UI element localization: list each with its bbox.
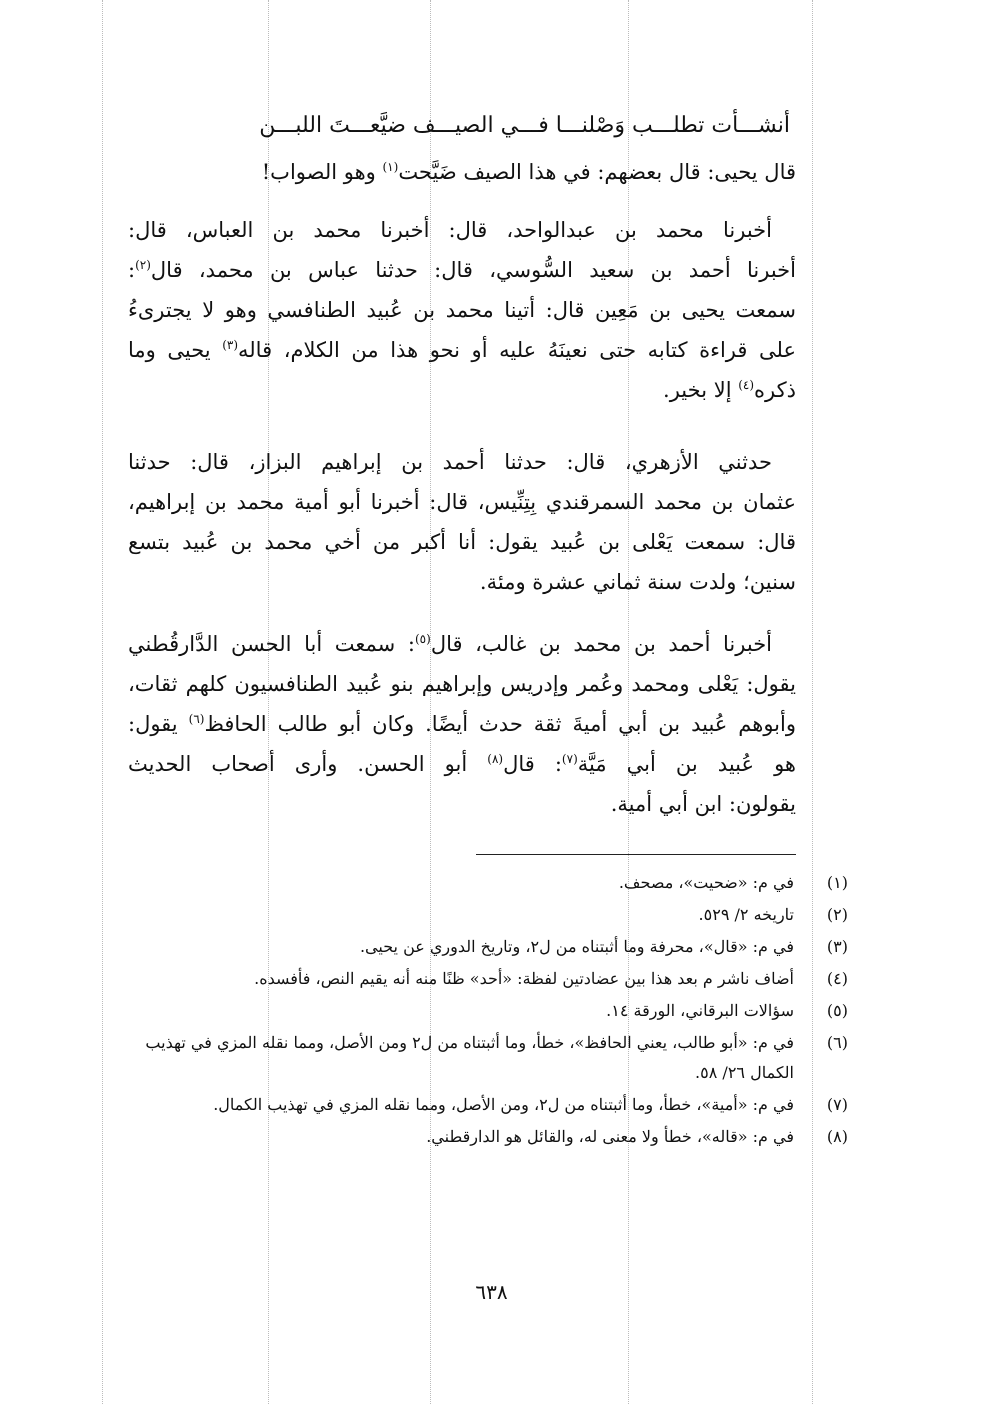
- footnote-text: في م: «أبو طالب، يعني الحافظ»، خطأ، وما أثبتناه من ل٢ ومن الأصل، ومما نقله المزي في تهذيب الكمال ٢٦/ ٥٨.: [145, 1033, 794, 1082]
- footnote-text: في م: «قال»، محرفة وما أثبتناه من ل٢، وتاريخ الدوري عن يحيى.: [359, 937, 794, 956]
- footnote-item: [128, 996, 848, 1026]
- text-line: سمعت يحيى بن مَعِين قال: أتينا محمد بن عُبيد الطنافسي وهو لا يجترىءُ: [128, 298, 796, 322]
- footnote-item: [128, 1090, 848, 1120]
- footnote-text: في م: «أمية»، خطأ، وما أثبتناه من ل٢، ومن الأصل، ومما نقله المزي في تهذيب الكمال.: [213, 1095, 794, 1114]
- footnote-text: سؤالات البرقاني، الورقة ١٤.: [606, 1001, 794, 1020]
- footnote-number: (٤): [826, 969, 848, 988]
- text-line: قال يحيى: قال بعضهم: في هذا الصيف ضَيَّحت$^{(١)}$ وهو الصواب!: [261, 160, 796, 184]
- footnote-marker: (٧): [561, 752, 578, 766]
- text-line: وأبوهم عُبيد بن أبي أميةَ ثقة حدث أيضًا. وكان أبو طالب الحافظ$^{(٦)}$ يقول:: [128, 712, 796, 736]
- footnote-number: (٧): [826, 1095, 848, 1114]
- text-line: قال: سمعت يَعْلى بن عُبيد يقول: أنا أكبر من أخي محمد بن عُبيد بتسع: [128, 530, 796, 554]
- footnote-item: [128, 1028, 848, 1088]
- footnote-text: في م: «قاله»، خطأ ولا معنى له، والقائل هو الدارقطني.: [426, 1127, 794, 1146]
- footnote-marker: (٨): [487, 752, 504, 766]
- text-line: أخبرنا أحمد بن محمد بن غالب، قال$^{(٥)}$: سمعت أبا الحسن الدَّارقُطني: [128, 632, 773, 656]
- paragraph-3: [128, 442, 796, 602]
- text-line: عثمان بن محمد السمرقندي بِتِنِّيس، قال: أخبرنا أبو أمية محمد بن إبراهيم،: [128, 490, 796, 514]
- footnote-marker: (٥): [414, 632, 431, 646]
- paragraph-1: [128, 152, 796, 192]
- footnote-marker: (٦): [188, 712, 205, 726]
- footnote-item: [128, 868, 848, 898]
- page-number: ٦٣٨: [475, 1280, 508, 1304]
- footnote-marker: (٣): [222, 338, 239, 352]
- text-line: سنين؛ ولدت سنة ثماني عشرة ومئة.: [479, 570, 796, 594]
- footnote-number: (١): [826, 873, 848, 892]
- paragraph-4: [128, 624, 796, 824]
- text-line: ذكره$^{(٤)}$ إلا بخير.: [663, 378, 796, 402]
- footnote-text: أضاف ناشر م بعد هذا بين عضادتين لفظة: «أحد» ظنًا منه أنه يقيم النص، فأفسده.: [254, 969, 794, 988]
- text-line: على قراءة كتابه حتى نعينَهُ عليه أو نحو هذا من الكلام، قاله$^{(٣)}$ يحيى وما: [128, 338, 796, 362]
- footnote-item: [128, 964, 848, 994]
- footnotes: [128, 868, 848, 1154]
- text-line: أخبرنا محمد بن عبدالواحد، قال: أخبرنا محمد بن العباس، قال:: [128, 218, 772, 242]
- poem-verse: أنشـــأت تطلـــب وَصْلنـــا فـــي الصيـــف ضيَّعـــتَ اللبـــن: [259, 113, 790, 138]
- footnote-marker: (٢): [135, 258, 151, 272]
- footnote-number: (٦): [826, 1033, 848, 1052]
- footnote-number: (٣): [826, 937, 848, 956]
- footnote-number: (٢): [826, 905, 848, 924]
- footnote-item: [128, 900, 848, 930]
- footnote-item: [128, 1122, 848, 1152]
- scan-artifact-line: [102, 0, 103, 1404]
- text-line: يقول: يَعْلى ومحمد وعُمر وإدريس وإبراهيم بنو عُبيد الطنافسيون كلهم ثقات،: [128, 672, 796, 696]
- footnote-text: تاريخه ٢/ ٥٢٩.: [698, 905, 794, 924]
- text-line: هو عُبيد بن أبي مَيَّة$^{(٧)}$: قال$^{(٨)}$ أبو الحسن. وأرى أصحاب الحديث: [128, 752, 796, 776]
- footnote-item: [128, 932, 848, 962]
- paragraph-2: [128, 210, 796, 410]
- text-line: حدثني الأزهري، قال: حدثنا أحمد بن إبراهيم البزاز، قال: حدثنا: [128, 450, 772, 474]
- footnote-marker: (٤): [738, 378, 755, 392]
- footnote-number: (٥): [826, 1001, 848, 1020]
- text-line: أخبرنا أحمد بن سعيد السُّوسي، قال: حدثنا عباس بن محمد، قال$^{(٢)}$:: [128, 258, 796, 282]
- text-line: يقولون: ابن أبي أمية.: [610, 792, 796, 816]
- footnote-text: في م: «ضحيت»، مصحف.: [618, 873, 794, 892]
- footnote-marker: (١): [382, 160, 399, 174]
- footnote-separator: [476, 854, 796, 855]
- scan-artifact-line: [812, 0, 813, 1404]
- footnote-number: (٨): [826, 1127, 848, 1146]
